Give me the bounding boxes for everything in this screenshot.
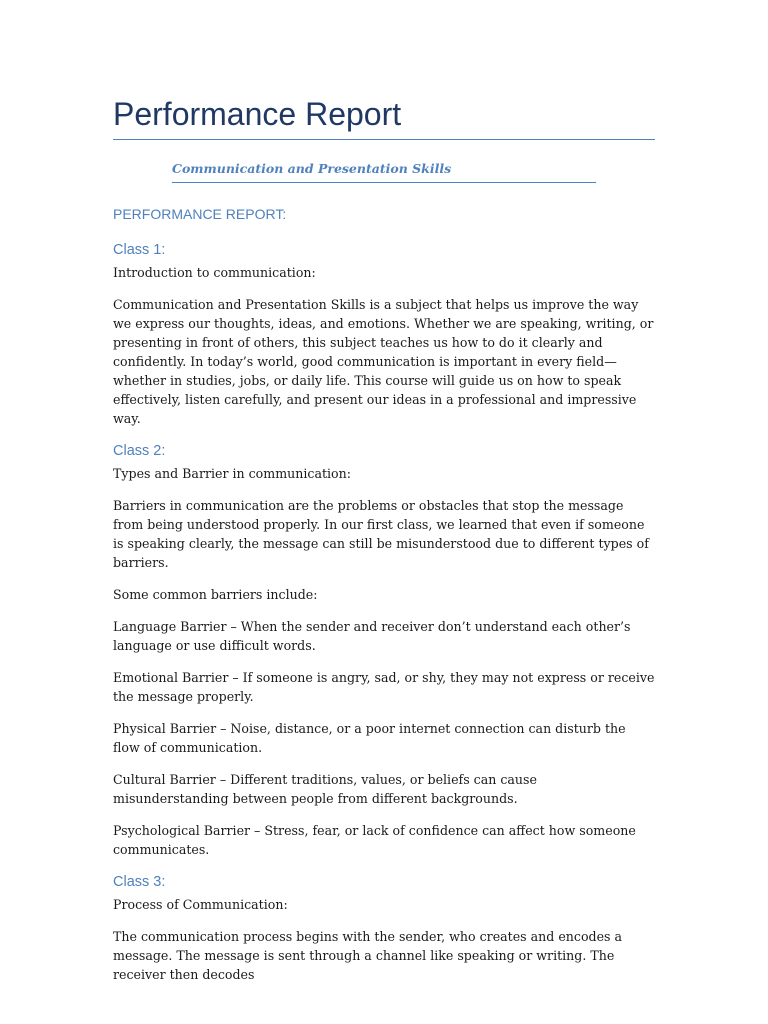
class-2-list-intro: Some common barriers include:	[113, 587, 318, 602]
title-underline	[113, 139, 655, 140]
document-body	[113, 204, 655, 997]
barrier-item: Physical Barrier – Noise, distance, or a poor internet connection can disturb the flow of communication.	[113, 721, 626, 755]
class-3-paragraph: The communication process begins with the sender, who creates and encodes a message. The message is sent through a channel like speaking or writing. The receiver then decodes	[113, 929, 623, 982]
barrier-item: Language Barrier – When the sender and receiver don’t understand each other’s language or use difficult words.	[113, 619, 631, 653]
class-2-paragraph: Barriers in communication are the problems or obstacles that stop the message from being understood properly. In our first class, we learned that even if someone is speaking clearly, the message can still be misunderstood due to different types of barriers.	[113, 498, 649, 570]
class-2-heading: Class 2:	[113, 443, 166, 459]
subtitle-underline	[172, 182, 596, 183]
class-3-topic: Process of Communication:	[113, 897, 288, 912]
barrier-item: Psychological Barrier – Stress, fear, or lack of confidence can affect how someone communicates.	[113, 823, 636, 857]
barrier-item: Cultural Barrier – Different traditions, values, or beliefs can cause misunderstanding between people from different backgrounds.	[113, 772, 537, 806]
class-2-topic: Types and Barrier in communication:	[113, 466, 351, 481]
section-heading: PERFORMANCE REPORT:	[113, 206, 287, 222]
barrier-item: Emotional Barrier – If someone is angry, sad, or shy, they may not express or receive the message properly.	[113, 670, 655, 704]
class-3-heading: Class 3:	[113, 874, 166, 890]
class-1-paragraph: Communication and Presentation Skills is a subject that helps us improve the way we express our thoughts, ideas, and emotions. Whether we are speaking, writing, or presenting in front of others, this subject teaches us how to do it clearly and confidently. In today’s world, good communication is important in every field—whether in studies, jobs, or daily life. This course will guide us on how to speak effectively, listen carefully, and present our ideas in a professional and impressive way.	[113, 297, 654, 426]
class-1-heading: Class 1:	[113, 242, 166, 258]
document-subtitle: Communication and Presentation Skills	[172, 161, 452, 176]
document-title: Performance Report	[113, 96, 402, 132]
class-1-topic: Introduction to communication:	[113, 265, 316, 280]
